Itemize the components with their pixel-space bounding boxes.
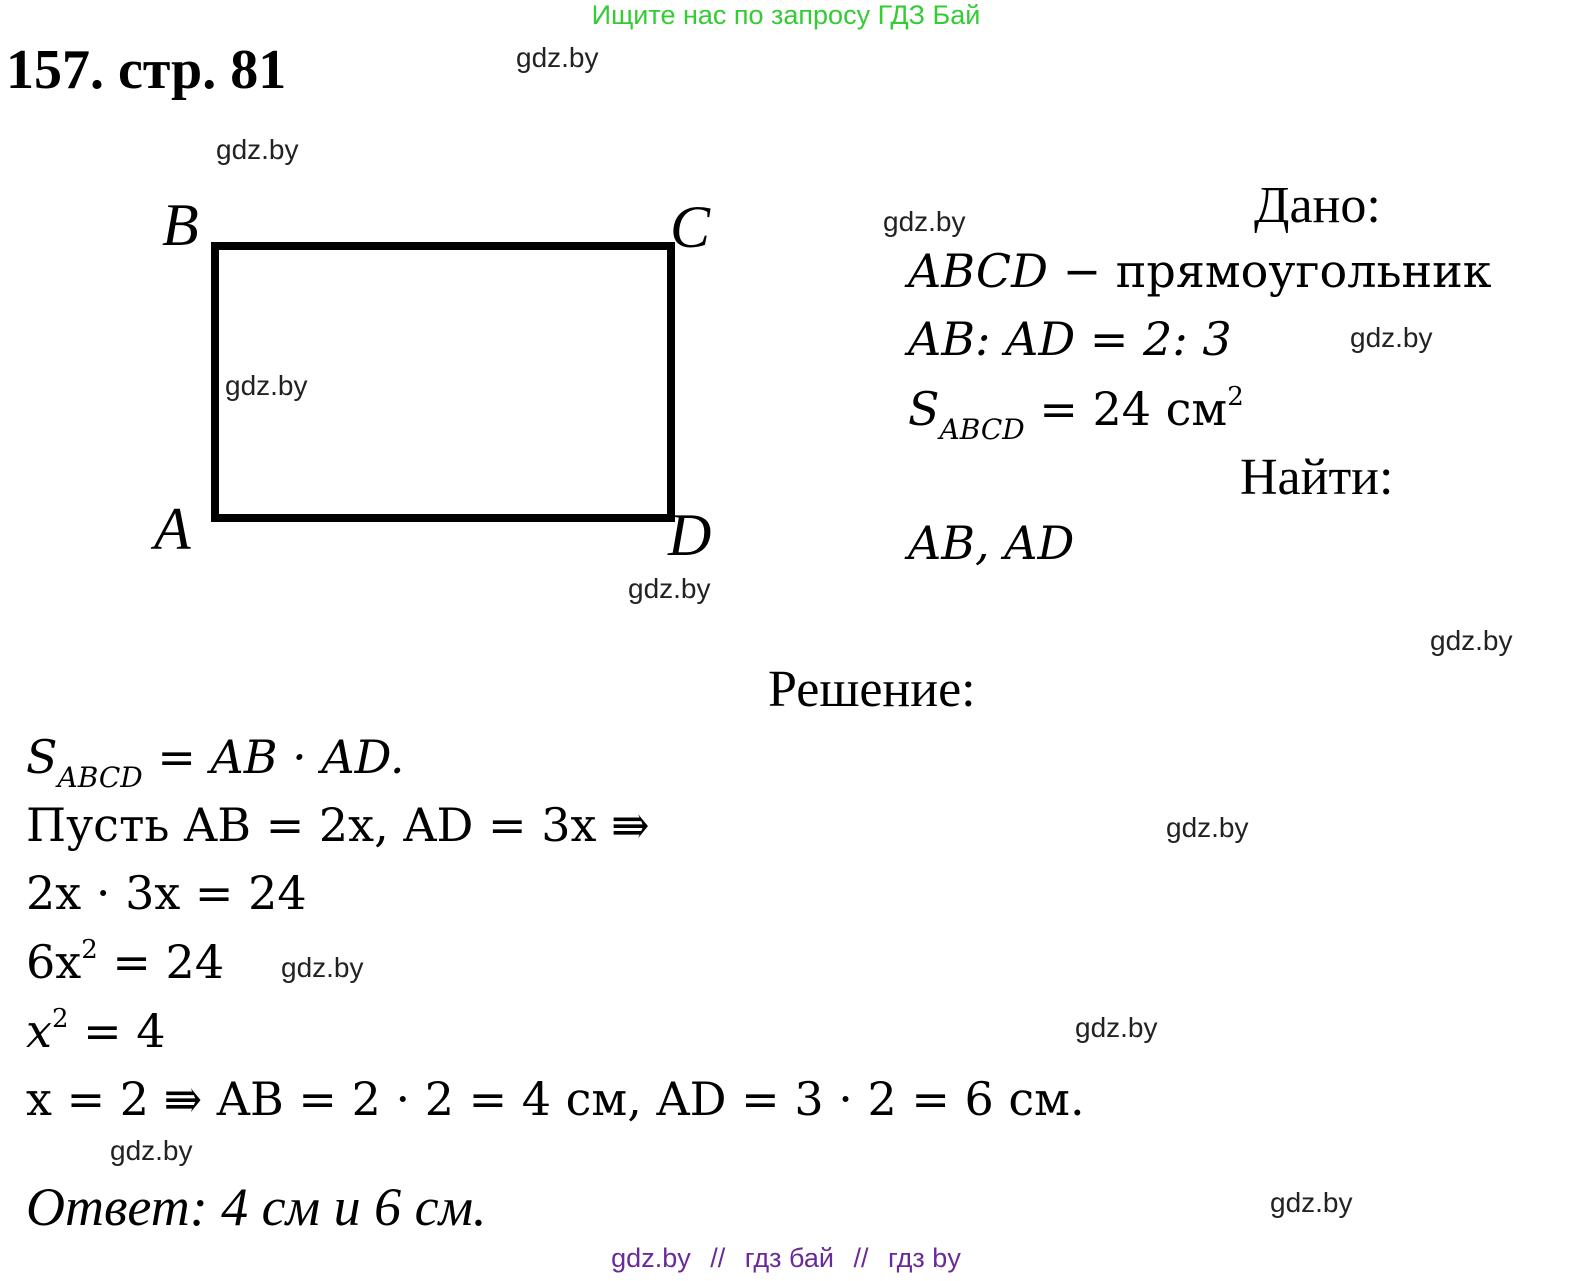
solution-line-4: [26, 935, 224, 989]
given-ratio-line: AB: AD = 2: 3: [908, 312, 1232, 366]
equation-rest: = 24: [97, 935, 225, 989]
area-symbol: S: [26, 730, 58, 784]
watermark: gdz.by: [1430, 625, 1513, 656]
area-formula: = AB · AD.: [142, 730, 405, 784]
page-title: 157. стр. 81: [6, 39, 287, 101]
watermark: gdz.by: [1075, 1012, 1158, 1043]
equation-superscript: 2: [81, 935, 98, 965]
rectangle-word: − прямоугольник: [1047, 244, 1492, 298]
watermark: gdz.by: [628, 573, 711, 604]
area-subscript: ABCD: [57, 761, 143, 794]
equation-term: 6x: [26, 935, 82, 989]
area-subscript: ABCD: [939, 413, 1025, 446]
watermark: gdz.by: [1166, 812, 1249, 843]
solution-line-2: Пусть AB = 2x, AD = 3x ⇛: [26, 798, 650, 852]
equation-term: x: [26, 1004, 52, 1058]
footer-link-gdz-by[interactable]: gdz.by: [611, 1243, 691, 1273]
watermark: gdz.by: [281, 952, 364, 983]
watermark: gdz.by: [883, 206, 966, 237]
solution-line-1: [26, 730, 404, 794]
find-heading: Найти:: [1240, 449, 1394, 506]
watermark: gdz.by: [1350, 322, 1433, 353]
footer-separator: //: [853, 1243, 869, 1273]
footer-link-gdz-by-cyr[interactable]: гдз by: [888, 1243, 961, 1273]
solution-heading: Решение:: [768, 661, 976, 718]
area-symbol: S: [908, 382, 940, 436]
rectangle-abcd: [215, 246, 671, 518]
watermark: gdz.by: [516, 42, 599, 73]
watermark: gdz.by: [216, 134, 299, 165]
vertex-label-c: C: [670, 194, 711, 260]
given-rectangle-line: [908, 244, 1492, 298]
watermark: gdz.by: [110, 1135, 193, 1166]
find-value: AB, AD: [908, 516, 1075, 570]
solution-line-6: x = 2 ⇛ AB = 2 · 2 = 4 см, AD = 3 · 2 = 6 см.: [26, 1072, 1085, 1126]
footer-separator: //: [710, 1243, 726, 1273]
watermark: gdz.by: [225, 370, 308, 401]
answer-line: Ответ: 4 см и 6 см.: [26, 1177, 487, 1237]
equation-rest: = 4: [68, 1004, 166, 1058]
footer-links: [0, 1243, 1572, 1274]
given-area-line: [908, 382, 1244, 446]
equation-superscript: 2: [51, 1004, 69, 1034]
footer-link-gdz-bai[interactable]: гдз бай: [744, 1243, 834, 1273]
vertex-label-d: D: [668, 502, 712, 565]
solution-line-5: [26, 1004, 166, 1058]
solution-line-3: 2x · 3x = 24: [26, 866, 307, 920]
search-banner: Ищите нас по запросу ГДЗ Бай: [591, 0, 981, 30]
area-value: = 24 см: [1024, 382, 1228, 436]
rectangle-name: ABCD: [908, 244, 1048, 298]
area-superscript: 2: [1227, 382, 1244, 412]
watermark: gdz.by: [1270, 1187, 1353, 1218]
vertex-label-a: A: [154, 496, 191, 562]
given-heading: Дано:: [1254, 177, 1381, 234]
vertex-label-b: B: [162, 192, 199, 258]
rectangle-figure: [140, 185, 740, 565]
